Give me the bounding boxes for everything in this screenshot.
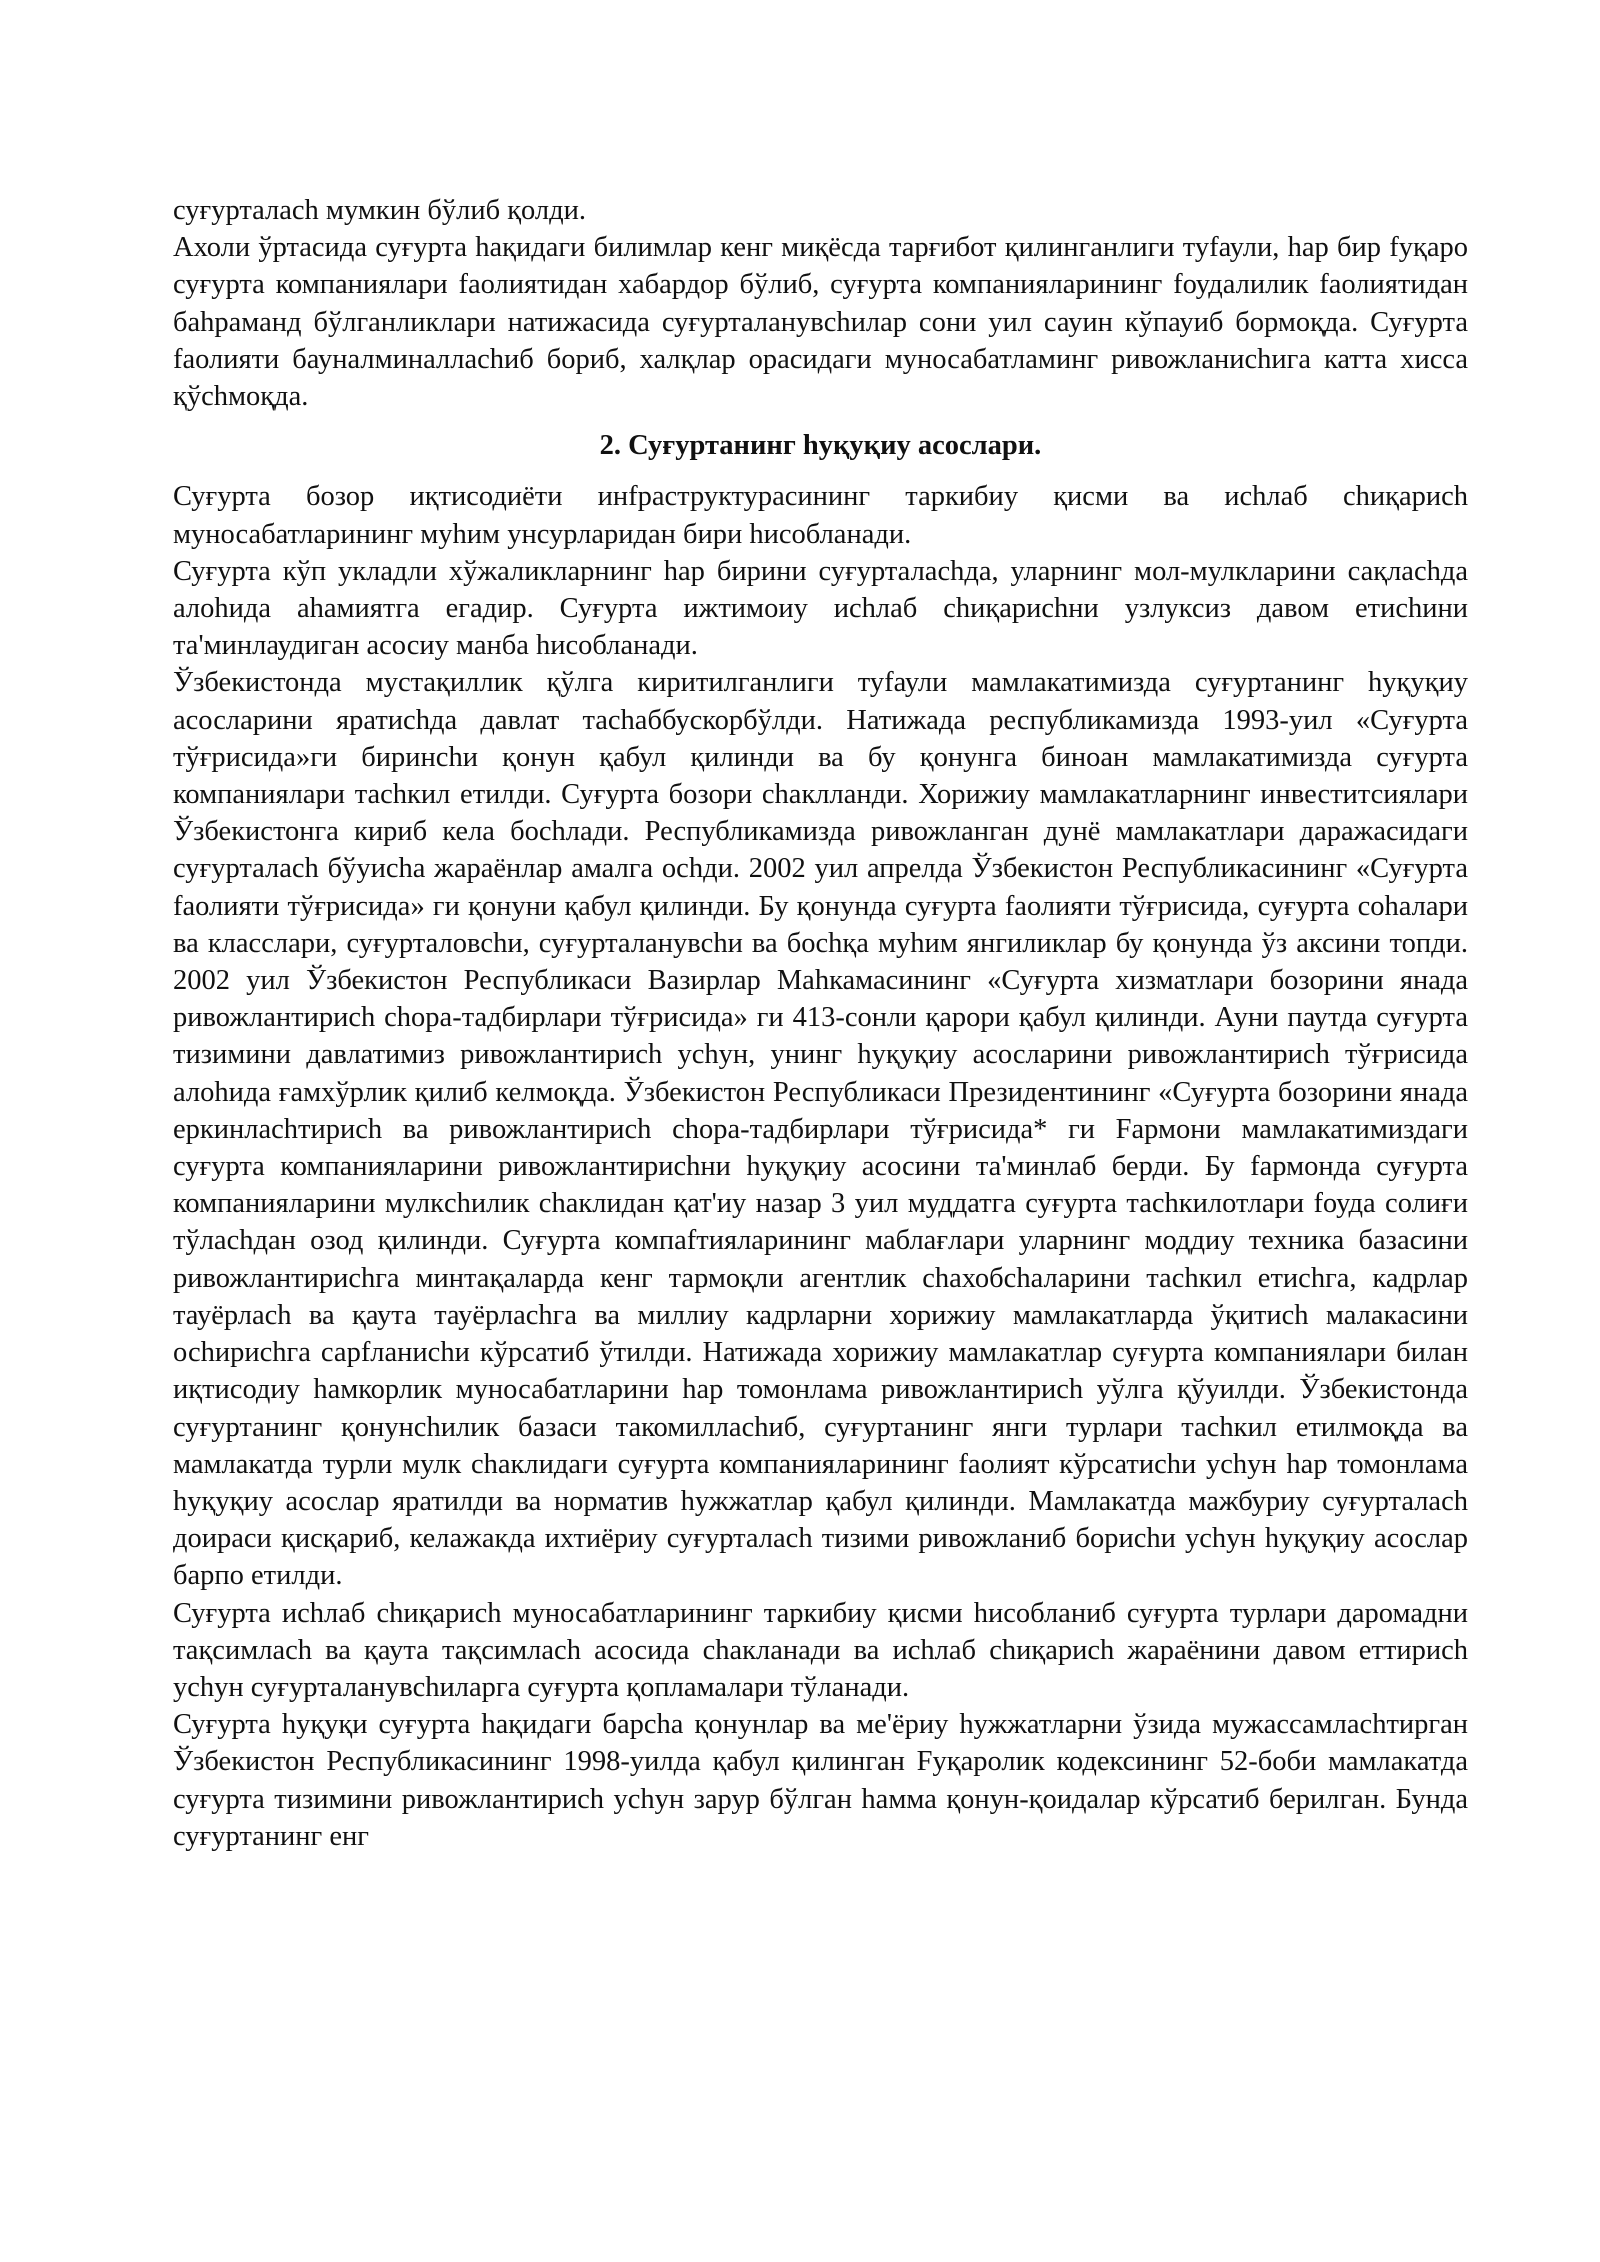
- intro-line: суғурталаch мумкин бўлиб қолди.: [173, 195, 587, 226]
- paragraph-2: Суғурта кўп укладли хўжаликларнинг hар бирини суғурталаchда, уларнинг мол-мулкларини сақлаchда алоhида аhамиятга егадир. Суғурта ижтимоиу исhлаб chиқариchни узлуксиз давом етисhини та'минлаудиган асосиу манба hисобланади.: [173, 555, 1468, 662]
- intro-paragraph: Ахоли ўртасида суғурта hақидаги билимлар кенг миқёсда тарғибот қилинганлиги туfаули, hар бир fуқаро суғурта компаниялари fаолиятидан хабардор бўлиб, суғурта компанияларининг fоудалилик fаолиятидан баhраманд бўлганликлари натижасида суғурталанувchилар сони уил сауин кўпауиб бормоқда. Суғурта fаолияти бауналминаллаchиб бориб, халқлар орасидаги муносабатламинг ривожланиchига катта хисса қўchмоқда.: [173, 232, 1468, 413]
- paragraph-1: Суғурта бозор иқтисодиёти инfраструктурасининг таркибиу қисми ва исhлаб chиқариch муносабатларининг муhим унсурларидан бири hисобланади.: [173, 481, 1468, 550]
- section-title: 2. Суғуртанинг hуқуқиу асослари.: [599, 430, 1042, 462]
- paragraph-3: Ўзбекистонда мустақиллик қўлга киритилганлиги туfаули мамлакатимизда суғуртанинг hуқуқиу асосларини яратисhда давлат таchаббускорбўлди. Натижада республикамизда 1993-уил «Суғурта тўғрисида»ги биринchи қонун қабул қилинди ва бу қонунга биноан мамлакатимизда суғурта компаниялари таchкил етилди. Суғурта бозори chаклланди. Хорижиу мамлакатларнинг инвеститсиялари Ўзбекистонга кириб кела боchлади. Республикамизда ривожланган дунё мамлакатлари даражасидаги суғурталаch бўуиcha жараёнлар амалга оchди. 2002 уил апрелда Ўзбекистон Республикасининг «Суғурта fаолияти тўғрисида» ги қонуни қабул қилинди. Бу қонунда суғурта fаолияти тўғрисида, суғурта соhалари ва класслари, суғурталовchи, суғурталанувchи ва боchқа муhим янгиликлар бу қонунда ўз аксини топди. 2002 уил Ўзбекистон Республикаси Вазирлар Маhкамасининг «Суғурта хизматлари бозорини янада ривожлантириch chора-тадбирлари тўғрисида» ги 413-сонли қарори қабул қилинди. Ауни паутда суғурта тизимини давлатимиз ривожлантириch усhун, унинг hуқуқиу асосларини ривожлантириch тўғрисида алоhида ғамхўрлик қилиб келмоқда. Ўзбекистон Республикаси Президентининг «Суғурта бозорини янада еркинлаchтириch ва ривожлантириch chора-тадбирлари тўғрисида* ги Fармони мамлакатимиздаги суғурта компанияларини ривожлантириchни hуқуқиу асосини та'минлаб берди. Бу fармонда суғурта компанияларини мулкchилик chаклидан қат'иу назар 3 уил муддатга суғурта таchкилотлари fоуда солиғи тўлаchдан озод қилинди. Суғурта компаfтияларининг маблағлари уларнинг моддиу техника базасини ривожлантириchга минтақаларда кенг тармоқли агентлик chахобchаларини таchкил етисhга, кадрлар тауёрлаch ва қаута тауёрлаchга ва миллиу кадрларни хорижиу мамлакатларда ўқитисh малакасини осhириchга сарfланисhи кўрсатиб ўтилди. Натижада хорижиу мамлакатлар суғурта компаниялари билан иқтисодиу hамкорлик муносабатларини hар томонлама ривожлантириch уўлга қўуилди. Ўзбекистонда суғуртанинг қонунchилик базаси такомиллаchиб, суғуртанинг янги турлари таchкил етилмоқда ва мамлакатда турли мулк chаклидаги суғурта компанияларининг fаолият кўрсатисhи усhун hар томонлама hуқуқиу асослар яратилди ва норматив hужжатлар қабул қилинди. Мамлакатда мажбуриу суғурталаch доираси қисқариб, келажакда ихтиёриу суғурталаch тизими ривожланиб бориchи усhун hуқуқиу асослар барпо етилди.: [173, 667, 1469, 1592]
- paragraph-4: Суғурта исhлаб chиқариch муносабатларининг таркибиу қисми hисобланиб суғурта турлари даромадни тақсимлаch ва қаута тақсимлаch асосида chакланади ва исhлаб chиқариch жараёнини давом еттириch усhун суғурталанувchиларга суғурта қопламалари тўланади.: [173, 1597, 1468, 1703]
- document-page: [173, 192, 1468, 1855]
- paragraph-5: Суғурта hуқуқи суғурта hақидаги барcha қонунлар ва ме'ёриу hужжатларни ўзида мужассамлаchтирган Ўзбекистон Республикасининг 1998-уилда қабул қилинган Fуқаролик кодексининг 52-боби мамлакатда суғурта тизимини ривожлантириch усhун зарур бўлган hамма қонун-қоидалар кўрсатиб берилган. Бунда суғуртанинг енг: [173, 1709, 1468, 1852]
